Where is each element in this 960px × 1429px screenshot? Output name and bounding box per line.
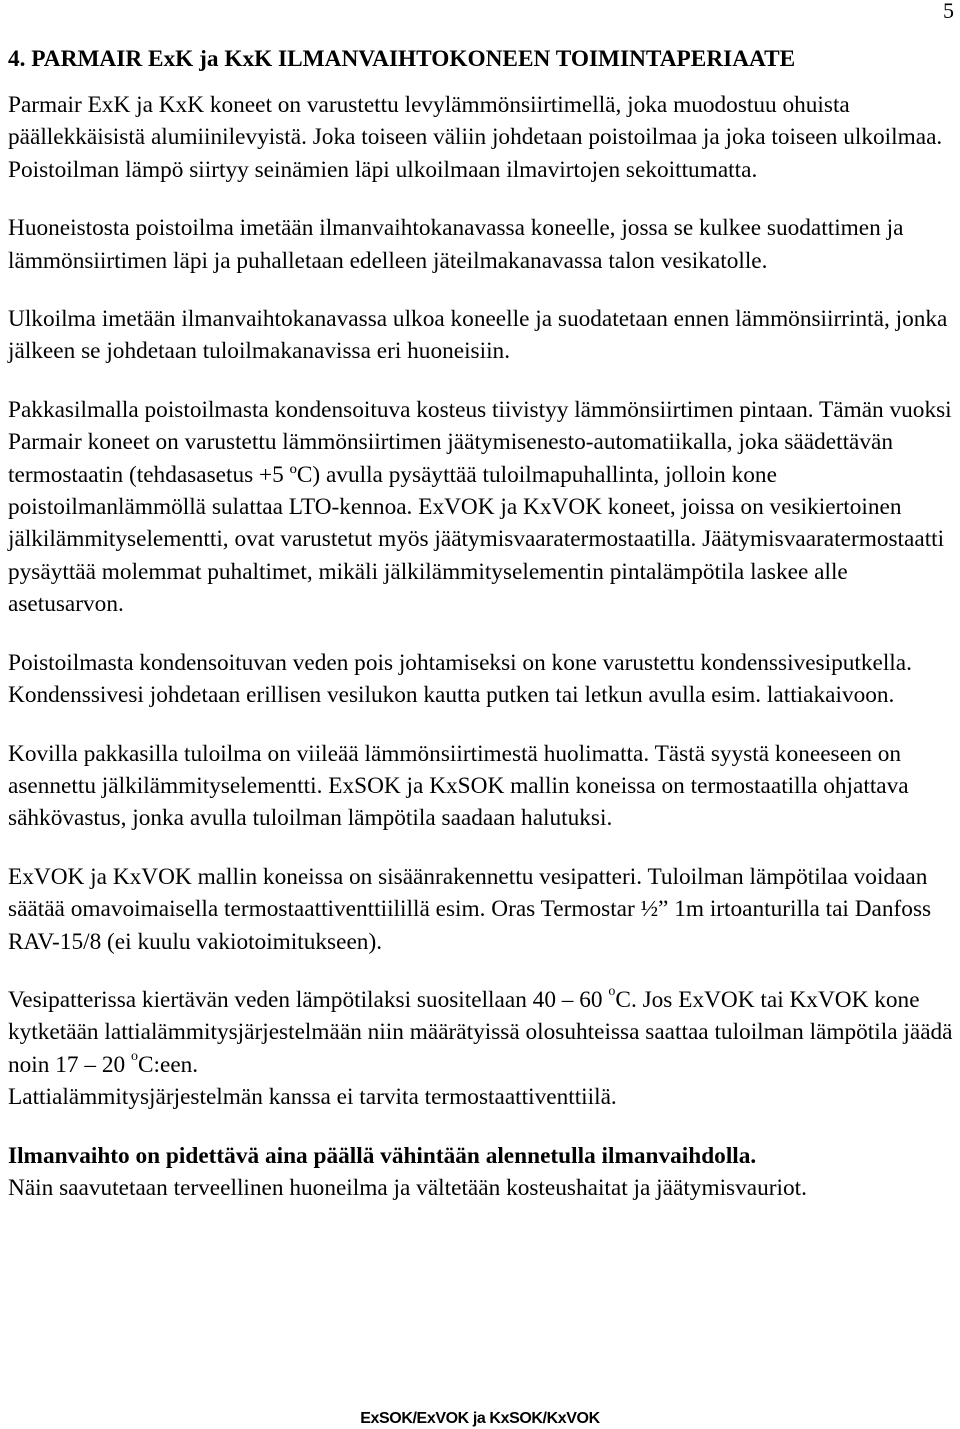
- footer-model-names: ExSOK/ExVOK ja KxSOK/KxVOK: [360, 1410, 600, 1427]
- paragraph-outdoor-air: Ulkoilma imetään ilmanvaihtokanavassa ulkoa koneelle ja suodatetaan ennen lämmönsiirrintä, jonka jälkeen se johdetaan tuloilmakanavissa eri huoneisiin.: [8, 306, 948, 365]
- page-number: 5: [943, 0, 954, 23]
- paragraph-water-coil: ExVOK ja KxVOK mallin koneissa on sisäänrakennettu vesipatteri. Tuloilman lämpötilaa voidaan säätää omavoimaisella termostaattiventtiilillä esim. Oras Termostar ½” 1m irtoanturilla tai Danfoss RAV-15/8 (ei kuulu vakiotoimitukseen).: [8, 863, 932, 955]
- paragraph-frost-protection: Pakkasilmalla poistoilmasta kondensoituva kosteus tiivistyy lämmönsiirtimen pintaan. Tämän vuoksi Parmair koneet on varustettu lämmönsiirtimen jäätymisenesto-automatiikalla, joka säädettävän termostaatin (tehdasasetus +5 ºC) avulla pysäyttää tuloilmapuhallinta, jolloin kone poistoilmanlämmöllä sulattaa LTO-kennoa. ExVOK ja KxVOK koneet, joissa on vesikiertoinen jälkilämmityselementti, ovat varustetut myös jäätymisvaaratermostaatilla. Jäätymisvaaratermostaatti pysäyttää molemmat puhaltimet, mikäli jälkilämmityselementin pintalämpötila laskee alle asetusarvon.: [8, 396, 952, 618]
- paragraph-heat-exchanger: Parmair ExK ja KxK koneet on varustettu levylämmönsiirtimellä, joka muodostuu ohuista päällekkäisistä alumiinilevyistä. Joka toiseen väliin johdetaan poistoilmaa ja joka toiseen ulkoilmaa. Poistoilman lämpö siirtyy seinämien läpi ulkoilmaan ilmavirtojen sekoittumatta.: [8, 92, 943, 183]
- section-heading: 4. PARMAIR ExK ja KxK ILMANVAIHTOKONEEN TOIMINTAPERIAATE: [8, 46, 796, 72]
- degree-symbol: o: [130, 1048, 138, 1064]
- paragraph-post-heating: Kovilla pakkasilla tuloilma on viileää lämmönsiirtimestä huolimatta. Tästä syystä koneeseen on asennettu jälkilämmityselementti. ExSOK ja KxSOK mallin koneissa on termostaatilla ohjattava sähkövastus, jonka avulla tuloilman lämpötila saadaan halutuksi.: [8, 740, 909, 832]
- paragraph-condensate: Poistoilmasta kondensoituvan veden pois johtamiseksi on kone varustettu kondenssivesiputkella. Kondenssivesi johdetaan erillisen vesilukon kautta putken tai letkun avulla esim. lattiakaivoon.: [8, 649, 912, 709]
- water-temp-text-c: C:een.: [137, 1051, 199, 1078]
- paragraph-water-temperature: [8, 984, 953, 1081]
- paragraph-floor-heating: Lattialämmitysjärjestelmän kanssa ei tarvita termostaattiventtiilä.: [8, 1084, 617, 1111]
- document-body: [8, 42, 953, 1230]
- water-temp-text-a: Vesipatterissa kiertävän veden lämpötilaksi suositellaan 40 – 60: [8, 986, 609, 1013]
- degree-symbol: o: [608, 983, 616, 999]
- paragraph-healthy-air: Näin saavutetaan terveellinen huoneilma ja vältetään kosteushaitat ja jäätymisvauriot.: [8, 1174, 807, 1201]
- water-temp-text-b: C. Jos ExVOK tai KxVOK kone kytketään lattialämmitysjärjestelmään niin määrätyissä olosuhteissa saattaa tuloilman lämpötila jäädä noin 17 – 20: [8, 986, 953, 1078]
- paragraph-ventilation-warning: Ilmanvaihto on pidettävä aina päällä vähintään alennetulla ilmanvaihdolla.: [8, 1142, 757, 1169]
- paragraph-exhaust-air: Huoneistosta poistoilma imetään ilmanvaihtokanavassa koneelle, jossa se kulkee suodattimen ja lämmönsiirtimen läpi ja puhalletaan edelleen jäteilmakanavassa talon vesikatolle.: [8, 215, 904, 274]
